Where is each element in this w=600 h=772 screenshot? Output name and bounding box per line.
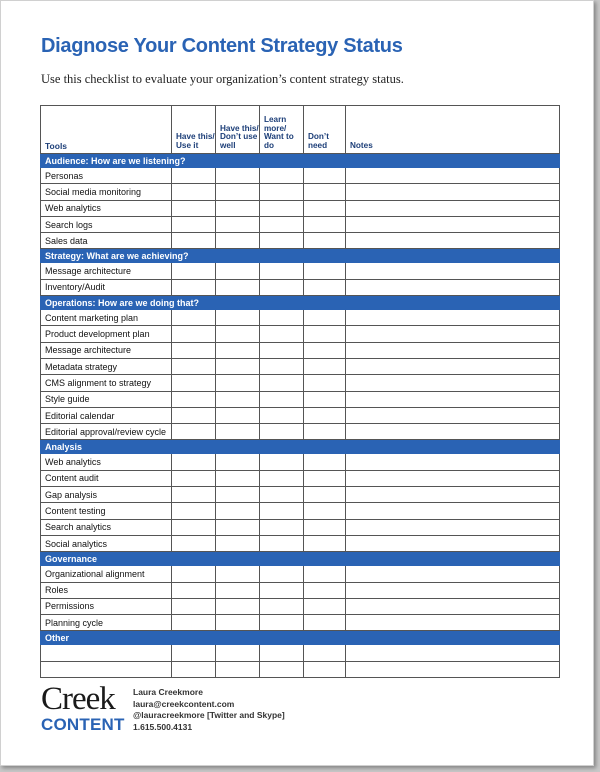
notes-cell[interactable] (346, 342, 560, 358)
tool-name: Editorial calendar (41, 407, 172, 423)
section-header-row (41, 249, 560, 263)
have-dont-use-cell[interactable] (216, 424, 260, 440)
table-row (41, 407, 560, 423)
contact-social: @lauracreekmore [Twitter and Skype] (133, 710, 285, 720)
learn-more-cell[interactable] (260, 342, 304, 358)
have-dont-use-cell[interactable] (216, 375, 260, 391)
section-header-row (41, 440, 560, 454)
tool-name: Style guide (41, 391, 172, 407)
tool-name: Message architecture (41, 263, 172, 279)
have-use-cell[interactable] (172, 184, 216, 200)
tool-name: Metadata strategy (41, 358, 172, 374)
have-dont-use-cell[interactable] (216, 535, 260, 551)
notes-cell[interactable] (346, 582, 560, 598)
logo-word-content: CONTENT (41, 715, 125, 734)
table-row (41, 519, 560, 535)
dont-need-cell[interactable] (304, 661, 346, 677)
have-use-cell[interactable] (172, 535, 216, 551)
tool-name (41, 661, 172, 677)
have-dont-use-cell[interactable] (216, 184, 260, 200)
have-dont-use-cell[interactable] (216, 645, 260, 661)
section-label: Governance (41, 552, 560, 566)
table-row (41, 424, 560, 440)
have-dont-use-cell[interactable] (216, 598, 260, 614)
notes-cell[interactable] (346, 487, 560, 503)
tool-name: Organizational alignment (41, 566, 172, 582)
contact-info (133, 687, 285, 733)
have-dont-use-cell[interactable] (216, 310, 260, 326)
learn-more-cell[interactable] (260, 233, 304, 249)
section-label: Audience: How are we listening? (41, 154, 560, 168)
have-dont-use-cell[interactable] (216, 233, 260, 249)
learn-more-cell[interactable] (260, 503, 304, 519)
have-use-cell[interactable] (172, 582, 216, 598)
notes-cell[interactable] (346, 279, 560, 295)
notes-cell[interactable] (346, 326, 560, 342)
checklist-table (40, 105, 560, 678)
notes-cell[interactable] (346, 598, 560, 614)
have-use-cell[interactable] (172, 391, 216, 407)
tool-name: Content testing (41, 503, 172, 519)
notes-cell[interactable] (346, 535, 560, 551)
tool-name: Message architecture (41, 342, 172, 358)
have-dont-use-cell[interactable] (216, 216, 260, 232)
have-dont-use-cell[interactable] (216, 407, 260, 423)
learn-more-cell[interactable] (260, 216, 304, 232)
tool-name (41, 645, 172, 661)
tool-name: Web analytics (41, 454, 172, 470)
notes-cell[interactable] (346, 216, 560, 232)
learn-more-cell[interactable] (260, 535, 304, 551)
learn-more-cell[interactable] (260, 487, 304, 503)
notes-cell[interactable] (346, 391, 560, 407)
section-label: Other (41, 631, 560, 645)
have-dont-use-cell[interactable] (216, 615, 260, 631)
have-dont-use-cell[interactable] (216, 326, 260, 342)
learn-more-cell[interactable] (260, 184, 304, 200)
table-row (41, 375, 560, 391)
table-row (41, 326, 560, 342)
learn-more-cell[interactable] (260, 326, 304, 342)
have-use-cell[interactable] (172, 168, 216, 184)
have-dont-use-cell[interactable] (216, 342, 260, 358)
table-row (41, 263, 560, 279)
dont-need-cell[interactable] (304, 342, 346, 358)
notes-cell[interactable] (346, 519, 560, 535)
table-row (41, 487, 560, 503)
tool-name: Roles (41, 582, 172, 598)
table-row (41, 216, 560, 232)
learn-more-cell[interactable] (260, 310, 304, 326)
learn-more-cell[interactable] (260, 598, 304, 614)
notes-cell[interactable] (346, 470, 560, 486)
section-label: Strategy: What are we achieving? (41, 249, 560, 263)
notes-cell[interactable] (346, 424, 560, 440)
have-dont-use-cell[interactable] (216, 200, 260, 216)
tool-name: Sales data (41, 233, 172, 249)
notes-cell[interactable] (346, 503, 560, 519)
notes-cell[interactable] (346, 454, 560, 470)
notes-cell[interactable] (346, 645, 560, 661)
tool-name: Web analytics (41, 200, 172, 216)
learn-more-cell[interactable] (260, 168, 304, 184)
tool-name: Social media monitoring (41, 184, 172, 200)
learn-more-cell[interactable] (260, 615, 304, 631)
have-dont-use-cell[interactable] (216, 503, 260, 519)
dont-need-cell[interactable] (304, 375, 346, 391)
dont-need-cell[interactable] (304, 503, 346, 519)
dont-need-cell[interactable] (304, 184, 346, 200)
dont-need-cell[interactable] (304, 326, 346, 342)
page-subtitle: Use this checklist to evaluate your organization’s content strategy status. (41, 72, 404, 86)
dont-need-cell[interactable] (304, 487, 346, 503)
dont-need-cell[interactable] (304, 391, 346, 407)
dont-need-cell[interactable] (304, 407, 346, 423)
logo-word-creek: Creek (41, 681, 115, 717)
have-dont-use-cell[interactable] (216, 263, 260, 279)
have-use-cell[interactable] (172, 519, 216, 535)
table-row (41, 454, 560, 470)
page-title: Diagnose Your Content Strategy Status (41, 35, 403, 57)
table-row (41, 645, 560, 661)
tool-name: Planning cycle (41, 615, 172, 631)
table-row (41, 184, 560, 200)
have-use-cell[interactable] (172, 598, 216, 614)
have-use-cell[interactable] (172, 342, 216, 358)
have-use-cell[interactable] (172, 407, 216, 423)
learn-more-cell[interactable] (260, 470, 304, 486)
tool-name: CMS alignment to strategy (41, 375, 172, 391)
tool-name: Social analytics (41, 535, 172, 551)
dont-need-cell[interactable] (304, 279, 346, 295)
creek-content-logo (41, 681, 131, 735)
dont-need-cell[interactable] (304, 645, 346, 661)
dont-need-cell[interactable] (304, 566, 346, 582)
header-notes: Notes (346, 106, 560, 154)
have-use-cell[interactable] (172, 487, 216, 503)
header-learn-more: Learn more/ Want to do (260, 106, 304, 154)
dont-need-cell[interactable] (304, 615, 346, 631)
have-use-cell[interactable] (172, 454, 216, 470)
tool-name: Search analytics (41, 519, 172, 535)
tool-name: Search logs (41, 216, 172, 232)
table-row (41, 358, 560, 374)
learn-more-cell[interactable] (260, 645, 304, 661)
table-row (41, 615, 560, 631)
learn-more-cell[interactable] (260, 375, 304, 391)
tool-name: Content marketing plan (41, 310, 172, 326)
dont-need-cell[interactable] (304, 233, 346, 249)
have-use-cell[interactable] (172, 263, 216, 279)
notes-cell[interactable] (346, 407, 560, 423)
header-have-dont-use: Have this/ Don’t use well (216, 106, 260, 154)
learn-more-cell[interactable] (260, 661, 304, 677)
notes-cell[interactable] (346, 661, 560, 677)
have-use-cell[interactable] (172, 200, 216, 216)
learn-more-cell[interactable] (260, 358, 304, 374)
have-use-cell[interactable] (172, 470, 216, 486)
dont-need-cell[interactable] (304, 216, 346, 232)
learn-more-cell[interactable] (260, 424, 304, 440)
learn-more-cell[interactable] (260, 407, 304, 423)
tool-name: Gap analysis (41, 487, 172, 503)
table-row (41, 661, 560, 677)
notes-cell[interactable] (346, 200, 560, 216)
table-row (41, 168, 560, 184)
dont-need-cell[interactable] (304, 263, 346, 279)
dont-need-cell[interactable] (304, 424, 346, 440)
have-dont-use-cell[interactable] (216, 168, 260, 184)
notes-cell[interactable] (346, 168, 560, 184)
learn-more-cell[interactable] (260, 279, 304, 295)
table-row (41, 391, 560, 407)
have-use-cell[interactable] (172, 375, 216, 391)
table-row (41, 200, 560, 216)
dont-need-cell[interactable] (304, 535, 346, 551)
have-use-cell[interactable] (172, 358, 216, 374)
have-dont-use-cell[interactable] (216, 470, 260, 486)
have-use-cell[interactable] (172, 279, 216, 295)
have-dont-use-cell[interactable] (216, 279, 260, 295)
dont-need-cell[interactable] (304, 582, 346, 598)
tool-name: Personas (41, 168, 172, 184)
section-header-row (41, 154, 560, 168)
table-row (41, 535, 560, 551)
dont-need-cell[interactable] (304, 200, 346, 216)
have-use-cell[interactable] (172, 233, 216, 249)
dont-need-cell[interactable] (304, 358, 346, 374)
learn-more-cell[interactable] (260, 454, 304, 470)
learn-more-cell[interactable] (260, 519, 304, 535)
have-use-cell[interactable] (172, 615, 216, 631)
dont-need-cell[interactable] (304, 470, 346, 486)
dont-need-cell[interactable] (304, 598, 346, 614)
header-have-use: Have this/ Use it (172, 106, 216, 154)
have-dont-use-cell[interactable] (216, 519, 260, 535)
have-dont-use-cell[interactable] (216, 582, 260, 598)
table-row (41, 598, 560, 614)
notes-cell[interactable] (346, 615, 560, 631)
tool-name: Content audit (41, 470, 172, 486)
table-row (41, 310, 560, 326)
have-use-cell[interactable] (172, 216, 216, 232)
have-use-cell[interactable] (172, 326, 216, 342)
tool-name: Permissions (41, 598, 172, 614)
have-dont-use-cell[interactable] (216, 487, 260, 503)
dont-need-cell[interactable] (304, 519, 346, 535)
have-use-cell[interactable] (172, 310, 216, 326)
notes-cell[interactable] (346, 358, 560, 374)
table-row (41, 566, 560, 582)
header-dont-need: Don’t need (304, 106, 346, 154)
table-row (41, 470, 560, 486)
section-label: Operations: How are we doing that? (41, 296, 560, 310)
learn-more-cell[interactable] (260, 566, 304, 582)
dont-need-cell[interactable] (304, 454, 346, 470)
have-dont-use-cell[interactable] (216, 391, 260, 407)
contact-name: Laura Creekmore (133, 687, 203, 697)
table-row (41, 233, 560, 249)
learn-more-cell[interactable] (260, 200, 304, 216)
learn-more-cell[interactable] (260, 263, 304, 279)
notes-cell[interactable] (346, 184, 560, 200)
have-dont-use-cell[interactable] (216, 454, 260, 470)
dont-need-cell[interactable] (304, 310, 346, 326)
notes-cell[interactable] (346, 375, 560, 391)
notes-cell[interactable] (346, 233, 560, 249)
have-dont-use-cell[interactable] (216, 661, 260, 677)
notes-cell[interactable] (346, 263, 560, 279)
section-header-row (41, 631, 560, 645)
have-use-cell[interactable] (172, 424, 216, 440)
contact-email[interactable]: laura@creekcontent.com (133, 698, 235, 709)
learn-more-cell[interactable] (260, 391, 304, 407)
table-row (41, 279, 560, 295)
dont-need-cell[interactable] (304, 168, 346, 184)
table-header-row (41, 106, 560, 154)
notes-cell[interactable] (346, 310, 560, 326)
have-use-cell[interactable] (172, 661, 216, 677)
have-use-cell[interactable] (172, 645, 216, 661)
table-row (41, 582, 560, 598)
have-use-cell[interactable] (172, 503, 216, 519)
tool-name: Inventory/Audit (41, 279, 172, 295)
table-row (41, 342, 560, 358)
contact-phone: 1.615.500.4131 (133, 721, 193, 732)
table-row (41, 503, 560, 519)
section-header-row (41, 296, 560, 310)
tool-name: Editorial approval/review cycle (41, 424, 172, 440)
have-dont-use-cell[interactable] (216, 358, 260, 374)
header-tools: Tools (41, 106, 172, 154)
learn-more-cell[interactable] (260, 582, 304, 598)
tool-name: Product development plan (41, 326, 172, 342)
notes-cell[interactable] (346, 566, 560, 582)
have-use-cell[interactable] (172, 566, 216, 582)
section-header-row (41, 552, 560, 566)
section-label: Analysis (41, 440, 560, 454)
have-dont-use-cell[interactable] (216, 566, 260, 582)
